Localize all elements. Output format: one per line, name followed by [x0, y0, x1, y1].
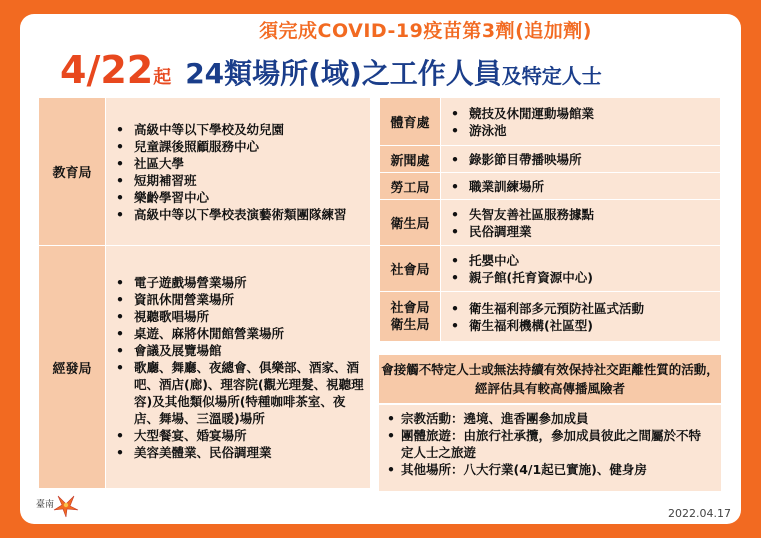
left-table [38, 97, 371, 489]
list-item: • 職業訓練場所 [447, 178, 714, 195]
list-item: • 宗教活動：遶境、進香團參加成員 [387, 410, 713, 427]
headline-line2 [60, 48, 602, 92]
items-cell [441, 173, 721, 200]
items-cell [441, 200, 721, 246]
list-item: • 樂齡學習中心 [112, 189, 364, 206]
dept-cell: 體育處 [380, 98, 441, 146]
list-item: • 失智友善社區服務據點 [447, 206, 714, 223]
dept-cell: 勞工局 [380, 173, 441, 200]
items-cell [106, 246, 371, 489]
table-row [380, 173, 721, 200]
list-item: • 桌遊、麻將休閒館營業場所 [112, 325, 364, 342]
table-row [39, 98, 371, 246]
headline-sub: 及特定人士 [501, 64, 602, 88]
tainan-logo-icon [36, 492, 80, 518]
items-cell [441, 98, 721, 146]
headline-main: 24類場所(域)之工作人員 [185, 57, 502, 90]
list-item: • 競技及休閒運動場館業 [447, 105, 714, 122]
logo-text: 臺南 [36, 500, 55, 510]
table-row [380, 246, 721, 292]
list-item: • 社區大學 [112, 155, 364, 172]
dept-cell: 經發局 [39, 246, 106, 489]
list-item: • 資訊休閒營業場所 [112, 291, 364, 308]
list-item: • 兒童課後照顧服務中心 [112, 138, 364, 155]
note-list [379, 405, 721, 491]
table-row [39, 246, 371, 489]
list-item: • 短期補習班 [112, 172, 364, 189]
list-item: • 會議及展覽場館 [112, 342, 364, 359]
list-item: • 美容美體業、民俗調理業 [112, 444, 364, 461]
table-row [380, 292, 721, 342]
items-cell [441, 246, 721, 292]
headline-line1: 須完成COVID-19疫苗第3劑(追加劑) [259, 20, 592, 42]
note-heading: 會接觸不特定人士或無法持續有效保持社交距離性質的活動，經評估具有較高傳播風險者 [379, 355, 721, 403]
list-item: • 大型餐宴、婚宴場所 [112, 427, 364, 444]
dept-cell: 新聞處 [380, 146, 441, 173]
list-item: • 視聽歌唱場所 [112, 308, 364, 325]
list-item: • 親子館(托育資源中心) [447, 269, 714, 286]
dept-cell: 衛生局 [380, 200, 441, 246]
headline-qi: 起 [153, 67, 172, 88]
list-item: • 其他場所：八大行業(4/1起已實施)、健身房 [387, 461, 713, 478]
table-row [380, 98, 721, 146]
list-item: • 托嬰中心 [447, 252, 714, 269]
list-item: • 游泳池 [447, 122, 714, 139]
list-item: • 電子遊戲場營業場所 [112, 274, 364, 291]
list-item: • 歌廳、舞廳、夜總會、俱樂部、酒家、酒吧、酒店(廊)、理容院(觀光理髮、視聽理容)及其他類似場所(特種咖啡茶室、夜店、舞場、三溫暖)場所 [112, 359, 364, 427]
table-row [380, 200, 721, 246]
items-cell [441, 146, 721, 173]
list-item: • 錄影節目帶播映場所 [447, 151, 714, 168]
list-item: • 團體旅遊：由旅行社承攬，參加成員彼此之間屬於不特定人士之旅遊 [387, 427, 713, 461]
dept-cell: 社會局 衛生局 [380, 292, 441, 342]
list-item: • 高級中等以下學校表演藝術類團隊練習 [112, 206, 364, 223]
dept-cell: 教育局 [39, 98, 106, 246]
headline-date: 4/22 [60, 48, 154, 92]
list-item: • 高級中等以下學校及幼兒園 [112, 121, 364, 138]
dept-cell: 社會局 [380, 246, 441, 292]
list-item: • 民俗調理業 [447, 223, 714, 240]
footer-date: 2022.04.17 [668, 507, 731, 520]
items-cell [106, 98, 371, 246]
list-item: • 衛生福利機構(社區型) [447, 317, 714, 334]
items-cell [441, 292, 721, 342]
table-row [380, 146, 721, 173]
right-table [379, 97, 721, 342]
list-item: • 衛生福利部多元預防社區式活動 [447, 300, 714, 317]
